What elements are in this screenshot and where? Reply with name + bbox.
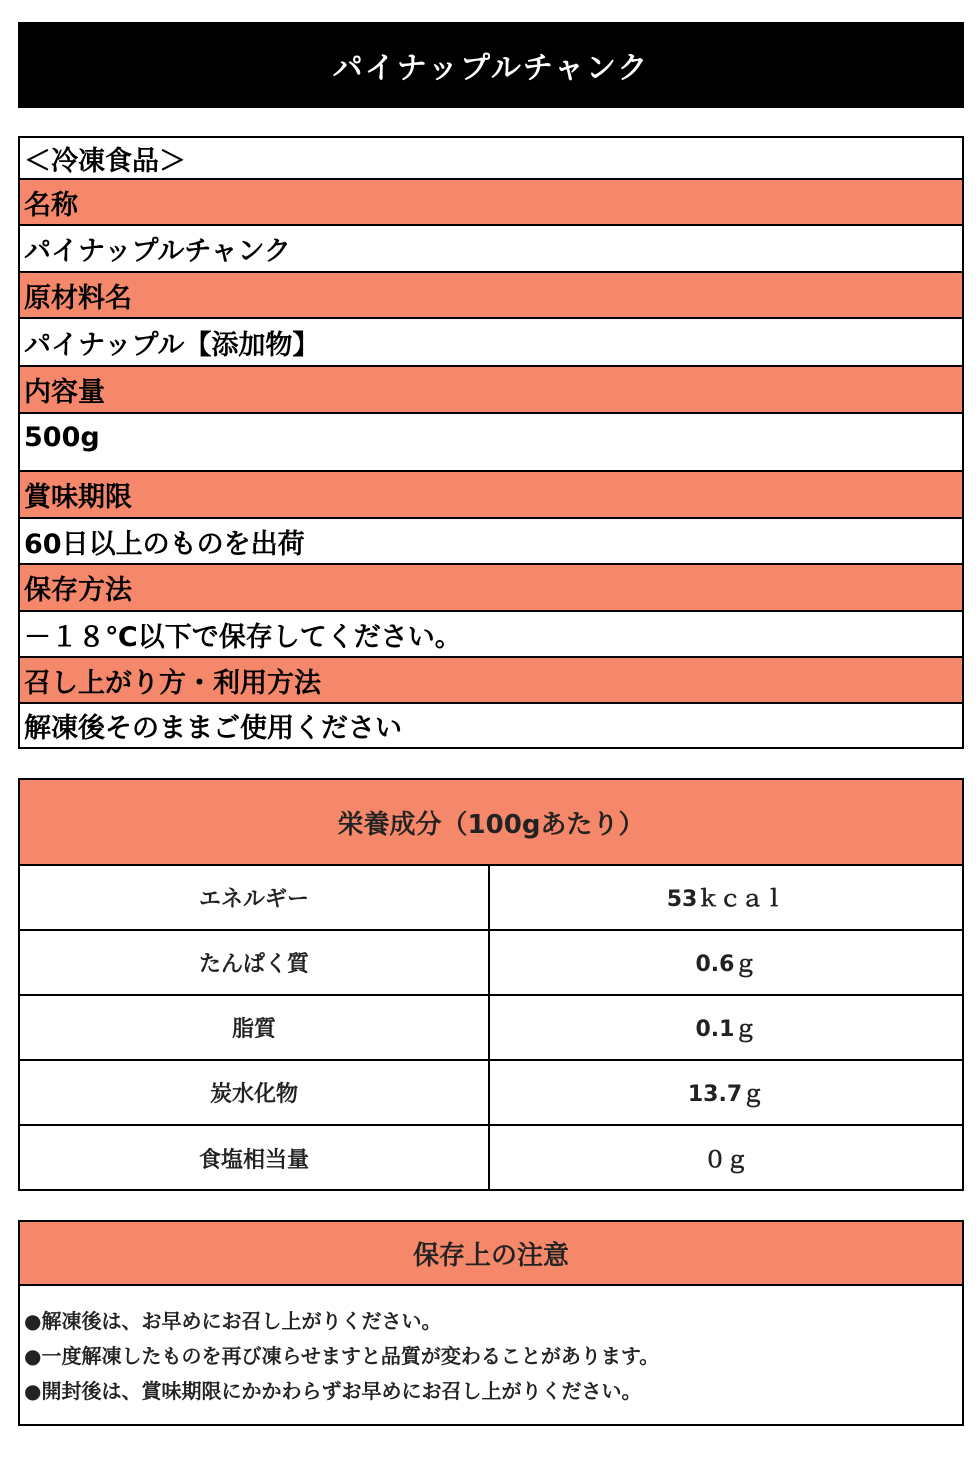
nutrient-value: 53ｋｃａｌ bbox=[666, 887, 786, 912]
label-head-storage: 保存方法 bbox=[20, 565, 962, 612]
nutrient-value: 13.7ｇ bbox=[687, 1082, 765, 1107]
label-value-name: パイナップルチャンク bbox=[20, 226, 962, 273]
label-value-storage: －１８℃以下で保存してください。 bbox=[20, 612, 962, 658]
list-item: ●一度解凍したものを再び凍らせますと品質が変わることがあります。 bbox=[24, 1344, 660, 1368]
page-title: パイナップルチャンク bbox=[18, 22, 964, 108]
table-row bbox=[20, 996, 962, 1061]
label-value-expiry: 60日以上のものを出荷 bbox=[20, 519, 962, 565]
nutrient-name: たんぱく質 bbox=[20, 931, 490, 994]
nutrition-heading: 栄養成分（100gあたり） bbox=[20, 780, 962, 866]
caution-heading: 保存上の注意 bbox=[20, 1222, 962, 1286]
nutrient-value: 0.6ｇ bbox=[695, 952, 757, 977]
label-head-usage: 召し上がり方・利用方法 bbox=[20, 658, 962, 704]
table-row bbox=[20, 1061, 962, 1126]
nutrient-name: 炭水化物 bbox=[20, 1061, 490, 1124]
nutrient-name: 脂質 bbox=[20, 996, 490, 1059]
label-head-content: 内容量 bbox=[20, 367, 962, 414]
storage-caution-box bbox=[18, 1220, 964, 1426]
nutrient-value: 0.1ｇ bbox=[695, 1017, 757, 1042]
list-item: ●開封後は、賞味期限にかかわらずお早めにお召し上がりください。 bbox=[24, 1379, 642, 1403]
label-value-content: 500g bbox=[20, 414, 962, 472]
label-row-category: ＜冷凍食品＞ bbox=[20, 138, 962, 180]
list-item: ●解凍後は、お早めにお召し上がりください。 bbox=[24, 1309, 442, 1333]
caution-list bbox=[20, 1286, 962, 1409]
nutrient-name: 食塩相当量 bbox=[20, 1126, 490, 1191]
table-row bbox=[20, 866, 962, 931]
table-row bbox=[20, 931, 962, 996]
table-row bbox=[20, 1126, 962, 1191]
nutrient-value: ０ｇ bbox=[703, 1148, 748, 1173]
label-head-name: 名称 bbox=[20, 180, 962, 226]
label-value-usage: 解凍後そのままご使用ください bbox=[20, 704, 962, 747]
food-label-table bbox=[18, 136, 964, 749]
nutrient-name: エネルギー bbox=[20, 866, 490, 929]
nutrition-table bbox=[18, 778, 964, 1191]
label-value-ingredients: パイナップル【添加物】 bbox=[20, 319, 962, 367]
label-head-expiry: 賞味期限 bbox=[20, 472, 962, 519]
label-head-ingredients: 原材料名 bbox=[20, 273, 962, 319]
